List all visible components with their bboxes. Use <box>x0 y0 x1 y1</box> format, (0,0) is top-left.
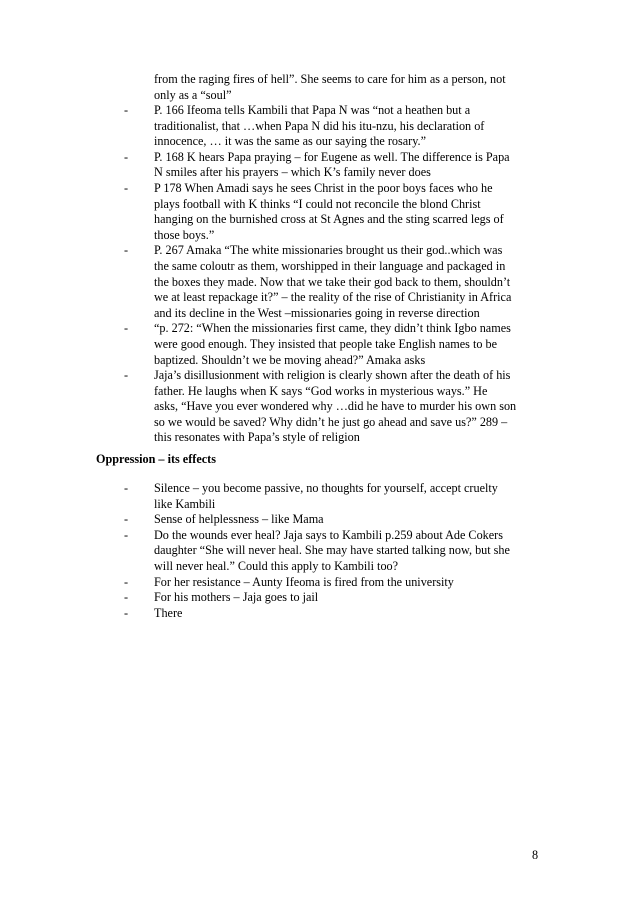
text-line: P. 168 K hears Papa praying – for Eugene as well. The difference is Papa <box>154 149 510 164</box>
bullet-dash: - <box>124 149 129 164</box>
list-item <box>0 368 549 446</box>
text-line: Jaja’s disillusionment with religion is clearly shown after the death of his <box>154 368 511 383</box>
text-line: like Kambili <box>154 496 216 511</box>
text-line: traditionalist, that …when Papa N did his itu-nzu, his declaration of <box>154 118 485 133</box>
page-number: 8 <box>532 848 539 862</box>
text-line: Sense of helplessness – like Mama <box>154 512 324 527</box>
list-item <box>0 181 549 243</box>
bullet-dash: - <box>124 590 129 605</box>
bullet-dash: - <box>124 481 129 495</box>
text-line: daughter “She will never heal. She may have started talking now, but she <box>154 543 510 558</box>
text-line: For his mothers – Jaja goes to jail <box>154 590 319 605</box>
text-line: only as a “soul” <box>154 87 232 102</box>
text-line: Silence – you become passive, no thoughts for yourself, accept cruelty <box>154 481 498 495</box>
list-item <box>0 606 549 622</box>
list-item <box>0 150 549 181</box>
list-item <box>0 575 549 591</box>
list-item <box>0 481 549 512</box>
list-item <box>0 512 549 528</box>
bullet-dash: - <box>124 527 129 542</box>
text-line: will never heal.” Could this apply to Kambili too? <box>154 558 399 573</box>
text-line: innocence, … it was the same as our saying the rosary.” <box>154 134 426 149</box>
list-item <box>0 590 549 606</box>
list-item <box>0 321 549 368</box>
bullet-dash: - <box>124 180 129 195</box>
text-line: baptized. Shouldn’t we be moving ahead?” Amaka asks <box>154 352 426 367</box>
text-line: P. 267 Amaka “The white missionaries brought us their god..which was <box>154 243 503 258</box>
list-item <box>0 528 549 575</box>
bullet-dash: - <box>124 321 129 336</box>
text-line: For her resistance – Aunty Ifeoma is fired from the university <box>154 574 454 589</box>
text-line: this resonates with Papa’s style of religion <box>154 430 360 445</box>
text-line: father. He laughs when K says “God works in mysterious ways.” He <box>154 383 488 398</box>
text-line: and its decline in the West –missionaries going in reverse direction <box>154 305 480 320</box>
text-line: from the raging fires of hell”. She seems to care for him as a person, not <box>154 72 506 86</box>
bullet-dash: - <box>124 574 129 589</box>
text-line: P 178 When Amadi says he sees Christ in the poor boys faces who he <box>154 180 493 195</box>
bullet-dash: - <box>124 243 129 258</box>
continued-paragraph <box>154 72 549 103</box>
list-item <box>0 243 549 321</box>
text-line: N smiles after his prayers – which K’s family never does <box>154 165 431 180</box>
religion-bullet-list <box>0 103 638 446</box>
text-line: the boxes they made. Now that we take their god back to them, shouldn’t <box>154 274 511 289</box>
bullet-dash: - <box>124 368 129 383</box>
list-item <box>0 103 549 150</box>
bullet-dash: - <box>124 512 129 527</box>
text-line: Do the wounds ever heal? Jaja says to Kambili p.259 about Ade Cokers <box>154 527 503 542</box>
section-heading: Oppression – its effects <box>96 452 216 466</box>
text-line: so we would be saved? Why didn’t he just go ahead and save us?” 289 – <box>154 414 508 429</box>
text-line: the same coloutr as them, worshipped in their language and packaged in <box>154 258 506 273</box>
bullet-dash: - <box>124 103 129 117</box>
text-line: plays football with K thinks “I could not reconcile the blond Christ <box>154 196 481 211</box>
text-line: “p. 272: “When the missionaries first came, they didn’t think Igbo names <box>154 321 511 336</box>
text-line: There <box>154 605 183 620</box>
text-line: hanging on the burnished cross at St Agnes and the sting scarred legs of <box>154 212 504 227</box>
bullet-dash: - <box>124 605 129 620</box>
text-line: those boys.” <box>154 227 215 242</box>
text-line: were good enough. They insisted that people take English names to be <box>154 336 497 351</box>
text-line: asks, “Have you ever wondered why …did he have to murder his own son <box>154 399 517 414</box>
text-line: we at least repackage it?” – the reality of the rise of Christianity in Africa <box>154 290 512 305</box>
text-line: P. 166 Ifeoma tells Kambili that Papa N was “not a heathen but a <box>154 103 471 117</box>
oppression-bullet-list <box>0 481 638 621</box>
